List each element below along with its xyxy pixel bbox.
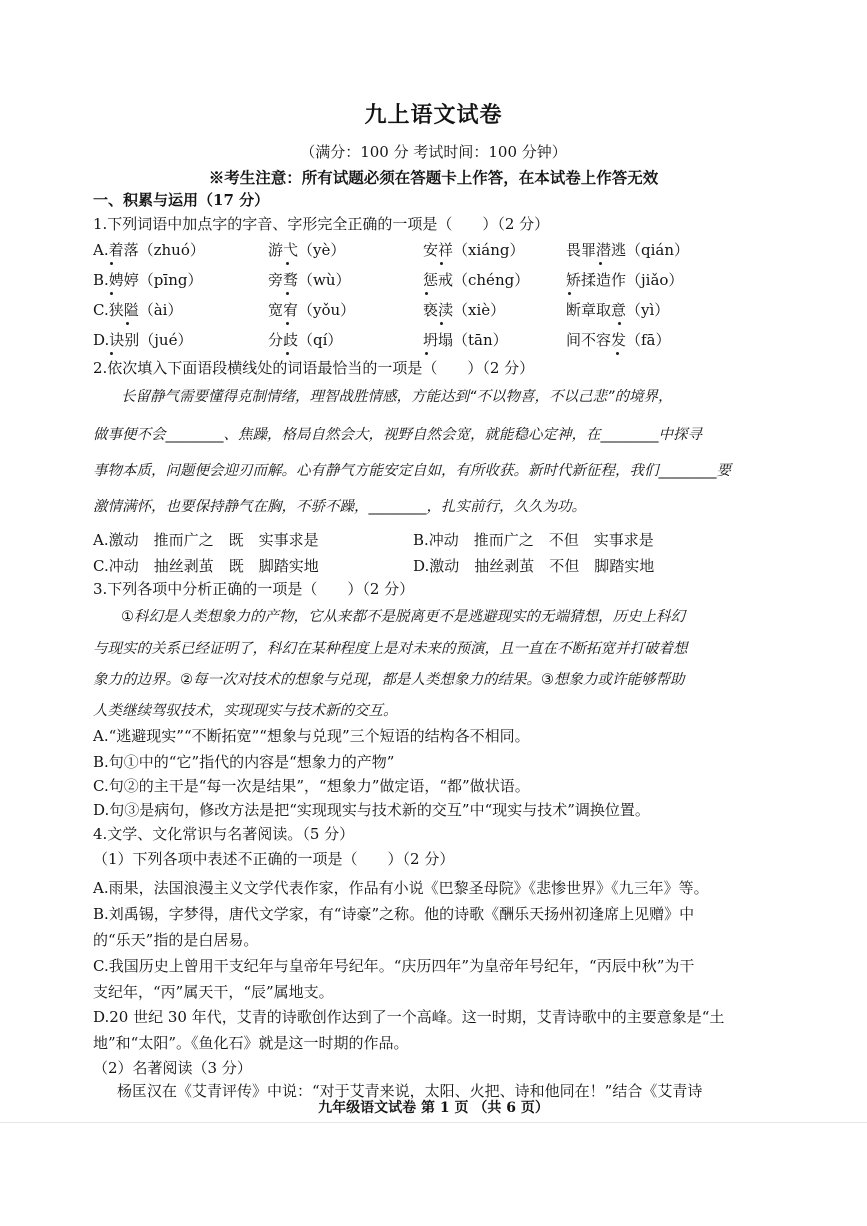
q3-passage-line: 人类继续驾驭技术，实现现实与技术新的交互。 [93, 703, 398, 719]
q1-option-c-4: 断章取意（yì） [566, 301, 670, 319]
emphasis-dot [440, 322, 443, 325]
q4-option-b-cont: 的“乐天”指的是白居易。 [93, 931, 259, 949]
q3-passage-line: 象力的边界。②每一次对技术的想象与兑现，都是人类想象力的结果。③想象力或许能够帮助 [93, 672, 685, 688]
emphasis-dot [286, 352, 289, 355]
emphasis-dot [126, 322, 129, 325]
emphasis-dot [599, 262, 602, 265]
emphasis-dot [110, 292, 113, 295]
emphasis-dot [618, 322, 621, 325]
q1-option-a-1: A.着落（zhuó） [93, 241, 205, 259]
q4-option-d-cont: 地”和“太阳”。《鱼化石》就是这一时期的作品。 [93, 1034, 409, 1052]
exam-notice: ※考生注意：所有试题必须在答题卡上作答，在本试卷上作答无效 [208, 168, 659, 187]
q1-stem: 1.下列词语中加点字的字音、字形完全正确的一项是（ ）（2 分） [93, 215, 550, 233]
emphasis-dot [286, 322, 289, 325]
q4-sub1-stem: （1）下列各项中表述不正确的一项是（ ）（2 分） [93, 850, 455, 868]
q1-option-d-1: D.诀别（jué） [93, 331, 193, 349]
q4-option-c-cont: 支纪年，“丙”属天干，“辰”属地支。 [93, 983, 334, 1001]
q2-option-b: B.冲动 推而广之 不但 实事求是 [413, 531, 654, 549]
q2-passage-line: 长留静气需要懂得克制情绪，理智战胜情感，方能达到“不以物喜，不以己悲”的境界， [121, 389, 673, 405]
q1-option-a-3: 安祥（xiáng） [423, 241, 525, 259]
q1-option-c-1: C.狭隘（ài） [93, 301, 183, 319]
q1-option-c-3: 亵渎（xiè） [423, 301, 506, 319]
emphasis-dot [110, 262, 113, 265]
q3-passage-line: 与现实的关系已经证明了，科幻在某种程度上是对未来的预演，且一直在不断拓宽并打破着想 [93, 641, 688, 657]
q1-option-c-2: 宽宥（yǒu） [268, 301, 356, 319]
page-footer: 九年级语文试卷 第 1 页 （共 6 页） [318, 1100, 549, 1116]
q3-option-a: A.“逃避现实”“不断拓宽”“想象与兑现”三个短语的结构各不相同。 [93, 727, 530, 745]
emphasis-dot [286, 292, 289, 295]
q2-option-a: A.激动 推而广之 既 实事求是 [93, 531, 319, 549]
emphasis-dot [425, 292, 428, 295]
q1-option-b-2: 旁骛（wù） [268, 271, 351, 289]
q2-stem: 2.依次填入下面语段横线处的词语最恰当的一项是（ ）（2 分） [93, 359, 535, 377]
q4-stem: 4.文学、文化常识与名著阅读。（5 分） [93, 825, 355, 843]
emphasis-dot [616, 352, 619, 355]
q1-option-b-4: 矫揉造作（jiǎo） [566, 271, 684, 289]
q1-option-a-2: 游弋（yè） [268, 241, 346, 259]
q3-option-b: B.句①中的“它”指代的内容是“想象力的产物” [93, 753, 395, 771]
section-heading: 一、积累与运用（17 分） [93, 191, 270, 209]
q1-option-d-4: 间不容发（fā） [566, 331, 671, 349]
q2-option-c: C.冲动 抽丝剥茧 既 脚踏实地 [93, 557, 319, 575]
q2-passage-line: 事物本质，问题便会迎刃而解。心有静气方能安定自如，有所收获。新时代新征程，我们________要 [93, 463, 731, 479]
q4-sub2-stem: （2）名著阅读（3 分） [93, 1059, 252, 1077]
emphasis-dot [440, 262, 443, 265]
emphasis-dot [568, 292, 571, 295]
q4-option-d: D.20 世纪 30 年代，艾青的诗歌创作达到了一个高峰。这一时期，艾青诗歌中的主要意象是“土 [93, 1008, 725, 1026]
q1-option-a-4: 畏罪潜逃（qián） [566, 241, 690, 259]
q3-passage-line: ①科幻是人类想象力的产物，它从来都不是脱离更不是逃避现实的无端猜想，历史上科幻 [121, 609, 685, 625]
q2-option-d: D.激动 抽丝剥茧 不但 脚踏实地 [413, 557, 655, 575]
q3-option-c: C.句②的主干是“每一次是结果”，“想象力”做定语，“都”做状语。 [93, 777, 530, 795]
q3-option-d: D.句③是病句，修改方法是把“实现现实与技术新的交互”中“现实与技术”调换位置。 [93, 801, 650, 819]
emphasis-dot [425, 352, 428, 355]
q4-option-c: C.我国历史上曾用干支纪年与皇帝年号纪年。“庆历四年”为皇帝年号纪年，“丙辰中秋”为干 [93, 957, 695, 975]
q1-option-b-1: B.娉婷（pīng） [93, 271, 203, 289]
page-bottom-edge [0, 1122, 867, 1123]
q3-stem: 3.下列各项中分析正确的一项是（ ）（2 分） [93, 580, 415, 598]
q1-option-d-3: 坍塌（tān） [423, 331, 508, 349]
q4-option-b: B.刘禹锡，字梦得，唐代文学家，有“诗豪”之称。他的诗歌《酬乐天扬州初逢席上见赠》中 [93, 905, 695, 923]
q1-option-d-2: 分歧（qí） [268, 331, 343, 349]
exam-title: 九上语文试卷 [364, 102, 503, 128]
exam-score-time: （满分：100 分 考试时间：100 分钟） [300, 143, 567, 161]
emphasis-dot [110, 352, 113, 355]
q2-passage-line: 激情满怀，也要保持静气在胸，不骄不躁，________，扎实前行，久久为功。 [93, 499, 586, 515]
q4-sub2-text: 杨匡汉在《艾青评传》中说：“对于艾青来说，太阳、火把、诗和他同在！”结合《艾青诗 [117, 1082, 703, 1100]
q4-option-a: A.雨果，法国浪漫主义文学代表作家，作品有小说《巴黎圣母院》《悲惨世界》《九三年》等。 [93, 879, 709, 897]
q2-passage-line: 做事便不会________、焦躁，格局自然会大，视野自然会宽，就能稳心定神，在________中探寻 [93, 427, 702, 443]
emphasis-dot [286, 262, 289, 265]
q1-option-b-3: 惩戒（chéng） [423, 271, 530, 289]
